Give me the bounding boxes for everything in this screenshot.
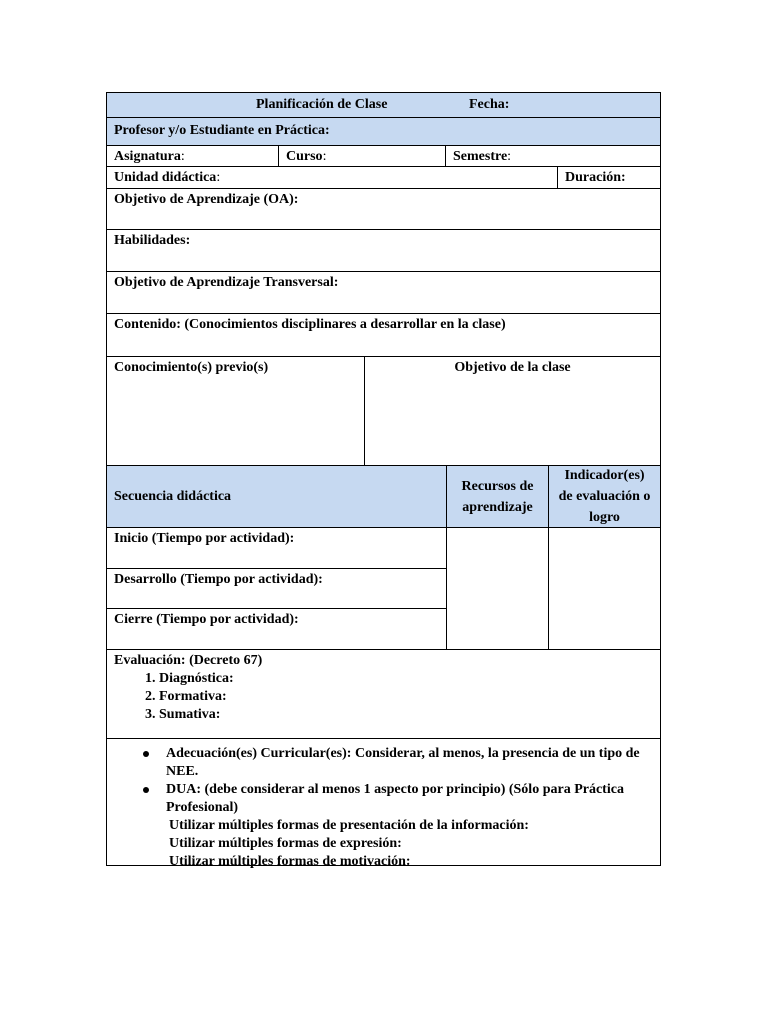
bullet-icon [143,751,149,757]
inicio-field[interactable] [106,527,447,569]
asignatura-label: Asignatura [114,149,181,164]
cierre-label: Cierre (Tiempo por actividad): [114,612,299,627]
objetivo-clase-label: Objetivo de la clase [454,360,571,375]
curso-label: Curso [286,149,323,164]
objetivo-clase-field[interactable] [364,356,661,466]
recursos-label: Recursos de aprendizaje [461,478,534,515]
oat-label: Objetivo de Aprendizaje Transversal: [114,275,339,290]
indicador-label: Indicador(es) de evaluación o logro [558,468,651,525]
evaluacion-item-diagnostica[interactable]: 1. Diagnóstica: [159,670,653,688]
semestre-label: Semestre [453,149,508,164]
semestre-colon: : [507,149,512,164]
fecha-label: Fecha: [469,97,510,112]
dua-expresion[interactable]: Utilizar múltiples formas de expresión: [169,836,402,851]
adecuacion-bullet[interactable] [166,745,653,781]
conocimientos-previos-field[interactable] [106,356,365,466]
unidad-colon: : [216,170,221,185]
bullet-icon [143,787,149,793]
adecuacion-dua-field[interactable] [106,738,661,869]
dua-bullet[interactable] [166,781,653,817]
evaluacion-list [114,670,653,724]
unidad-label: Unidad didáctica [114,170,217,185]
profesor-label: Profesor y/o Estudiante en Práctica: [114,123,330,138]
desarrollo-label: Desarrollo (Tiempo por actividad): [114,572,323,587]
contenido-field[interactable] [106,313,661,357]
inicio-label: Inicio (Tiempo por actividad): [114,531,295,546]
curso-field[interactable] [278,145,446,167]
secuencia-title: Secuencia didáctica [114,488,232,504]
duracion-field[interactable] [557,166,661,189]
dua-motivacion[interactable]: Utilizar múltiples formas de motivación: [169,854,411,869]
conocimientos-previos-label: Conocimiento(s) previo(s) [114,360,269,375]
asignatura-field[interactable] [106,145,279,167]
indicador-header [548,465,661,528]
asignatura-colon: : [180,149,185,164]
cierre-field[interactable] [106,608,447,650]
evaluacion-item-sumativa[interactable]: 3. Sumativa: [159,706,653,724]
evaluacion-field[interactable] [106,649,661,739]
adecuacion-list [114,745,653,817]
recursos-header [446,465,549,528]
oa-label: Objetivo de Aprendizaje (OA): [114,192,299,207]
dua-presentacion[interactable]: Utilizar múltiples formas de presentación de la información: [169,818,529,833]
oat-field[interactable] [106,271,661,314]
duracion-label: Duración: [565,170,626,185]
desarrollo-field[interactable] [106,568,447,609]
evaluacion-item-formativa[interactable]: 2. Formativa: [159,688,653,706]
curso-colon: : [322,149,327,164]
dua-text: DUA: (debe considerar al menos 1 aspecto por principio) (Sólo para Práctica Profesional) [166,782,624,815]
secuencia-header [106,465,447,528]
form-title-row [106,92,661,118]
habilidades-label: Habilidades: [114,233,191,248]
profesor-row[interactable] [106,117,661,146]
semestre-field[interactable] [445,145,661,167]
adecuacion-text: Adecuación(es) Curricular(es): Considerar, al menos, la presencia de un tipo de NEE. [166,746,640,779]
unidad-field[interactable] [106,166,558,189]
oa-field[interactable] [106,188,661,230]
contenido-label: Contenido: (Conocimientos disciplinares a desarrollar en la clase) [114,317,506,332]
evaluacion-title: Evaluación: (Decreto 67) [114,653,263,668]
indicador-cell[interactable] [548,527,661,650]
recursos-cell[interactable] [446,527,549,650]
lesson-plan-form [106,92,661,869]
form-title: Planificación de Clase [256,97,388,112]
habilidades-field[interactable] [106,229,661,272]
